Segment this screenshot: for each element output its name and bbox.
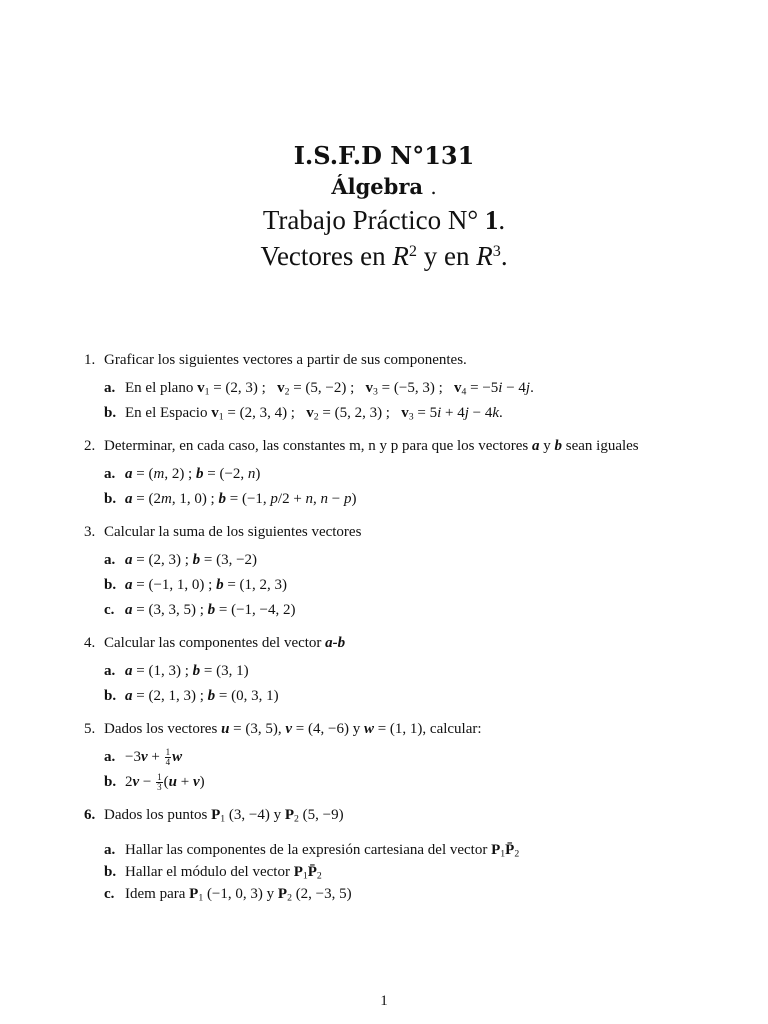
item-label: b. bbox=[104, 405, 117, 421]
item-label: a. bbox=[104, 749, 116, 765]
item-text: a = (1, 3) ; b = (3, 1) bbox=[125, 663, 249, 679]
item-text: Idem para $P_1$ (−1, 0, 3) y $P_2$ (2, −3, 5) bbox=[125, 886, 352, 904]
item-label: a. bbox=[104, 380, 116, 396]
exercise-2 bbox=[84, 436, 664, 456]
exercise-statement: Calcular las componentes del vector a-b bbox=[104, 635, 346, 651]
exercise-statement: Calcular la suma de los siguientes vectores bbox=[104, 524, 362, 540]
item-text: a = (−1, 1, 0) ; b = (1, 2, 3) bbox=[125, 577, 288, 593]
item-text: 2v − $\frac{1}{3}$ (u + v) bbox=[125, 772, 205, 793]
exercise-3a bbox=[104, 550, 664, 570]
exercise-5-items bbox=[104, 747, 664, 792]
exercise-1-items bbox=[104, 378, 664, 423]
exercise-1a bbox=[104, 378, 664, 398]
item-text: a = (m, 2) ; b = (−2, n) bbox=[125, 466, 261, 482]
exercise-1 bbox=[84, 350, 664, 370]
item-text: En el plano $v_1 = (2$, 3) ; $v_2 = (5$, −2) ; $v_3 = (-5$, 3) ; $v_4 = -5i - 4j$. bbox=[125, 380, 534, 398]
document-header bbox=[0, 140, 768, 274]
item-label: b. bbox=[104, 491, 117, 507]
item-label: b. bbox=[104, 577, 117, 593]
item-label: b. bbox=[104, 688, 117, 704]
exercise-statement: Dados los puntos $P_1$ (3, −4) y $P_2$ (5, −9) bbox=[104, 807, 344, 825]
topic-title: Vectores en $R^2$ y en $R^3$. bbox=[260, 241, 508, 271]
exercise-3-items bbox=[104, 550, 664, 620]
exercise-2a bbox=[104, 464, 664, 484]
exercise-4a bbox=[104, 661, 664, 681]
exercise-5b bbox=[104, 772, 664, 792]
page-number: 1 bbox=[380, 993, 388, 1009]
subject-name: Álgebra bbox=[331, 174, 423, 199]
exercise-4b bbox=[104, 686, 664, 706]
institution-title: I.S.F.D N°131 bbox=[293, 141, 475, 170]
exercise-statement: Determinar, en cada caso, las constantes m, n y p para que los vectores a y b sean iguales bbox=[104, 438, 639, 454]
item-text: a = (3, 3, 5) ; b = (−1, −4, 2) bbox=[125, 602, 296, 618]
topic-middle: y en bbox=[423, 241, 470, 271]
exercise-number: 6. bbox=[84, 807, 96, 824]
exercise-6b bbox=[104, 861, 664, 883]
item-text: a = (2, 1, 3) ; b = (0, 3, 1) bbox=[125, 688, 279, 704]
item-label: c. bbox=[104, 886, 115, 903]
item-label: a. bbox=[104, 466, 116, 482]
item-text: a = (2m, 1, 0) ; b = (−1, p/2 + n, n − p) bbox=[125, 491, 357, 507]
item-label: a. bbox=[104, 552, 116, 568]
exercise-statement: Graficar los siguientes vectores a partir de sus componentes. bbox=[104, 352, 467, 368]
exercise-6c bbox=[104, 883, 664, 905]
exercise-statement: Dados los vectores u = (3, 5), v = (4, −6) y w = (1, 1), calcular: bbox=[104, 721, 482, 737]
exercise-4 bbox=[84, 633, 664, 653]
exercise-3 bbox=[84, 522, 664, 542]
item-label: c. bbox=[104, 602, 115, 618]
item-label: b. bbox=[104, 864, 117, 881]
practical-prefix: Trabajo Práctico N° bbox=[262, 205, 479, 235]
exercise-4-items bbox=[104, 661, 664, 706]
exercise-3c bbox=[104, 600, 664, 620]
exercise-number: 4. bbox=[84, 635, 96, 651]
exercise-6 bbox=[84, 805, 664, 825]
exercise-list bbox=[84, 350, 664, 905]
item-text: Hallar las componentes de la expresión cartesiana del vector $P_1P̄_2$ bbox=[125, 842, 520, 860]
exercise-6-items bbox=[104, 839, 664, 905]
exercise-number: 3. bbox=[84, 524, 96, 540]
item-text: −3v + $\frac{1}{4}$ w bbox=[125, 747, 183, 768]
item-label: b. bbox=[104, 774, 117, 791]
exercise-1b bbox=[104, 403, 664, 423]
item-text: a = (2, 3) ; b = (3, −2) bbox=[125, 552, 258, 568]
exercise-2b bbox=[104, 489, 664, 509]
exercise-2-items bbox=[104, 464, 664, 509]
exercise-5 bbox=[84, 719, 664, 739]
topic-prefix: Vectores en bbox=[260, 241, 386, 271]
exercise-number: 1. bbox=[84, 352, 96, 368]
subject-dot: . bbox=[430, 175, 437, 199]
item-label: a. bbox=[104, 842, 116, 859]
practical-number: 1 bbox=[484, 205, 499, 235]
item-text: Hallar el módulo del vector $P_1P̄_2$ bbox=[125, 864, 322, 882]
subject-title bbox=[0, 172, 768, 202]
exercise-3b bbox=[104, 575, 664, 595]
exercise-number: 5. bbox=[84, 721, 96, 737]
practical-title: Trabajo Práctico N° 1. bbox=[262, 205, 506, 235]
exercise-5a bbox=[104, 747, 664, 767]
item-text: En el Espacio $v_1 = (2$, 3, 4) ; $v_2 = (5$, 2, 3) ; $v_3 = 5i + 4j - 4k$. bbox=[125, 405, 503, 423]
exercise-6a bbox=[104, 839, 664, 861]
item-label: a. bbox=[104, 663, 116, 679]
exercise-number: 2. bbox=[84, 438, 96, 454]
